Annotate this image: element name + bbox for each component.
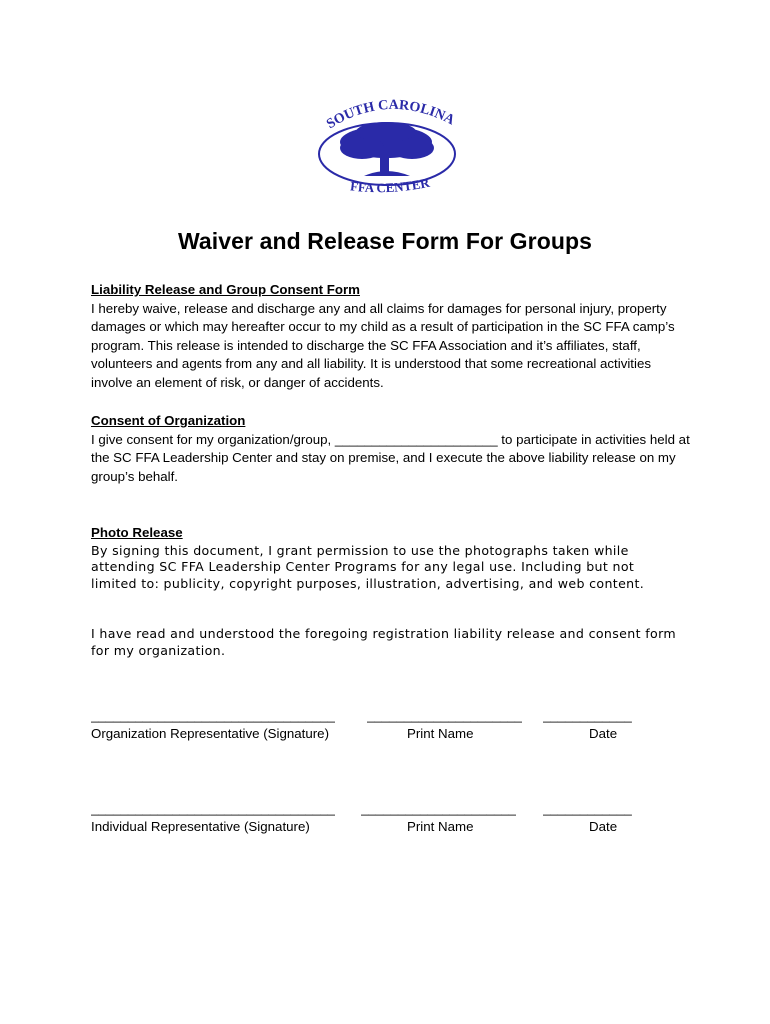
liability-body: I hereby waive, release and discharge any and all claims for damages for personal injury, property damages or which may hereafter occur to my child as a result of participation in the SC FFA camp’s program. This release is intended to discharge the SC FFA Association and it’s affiliates, staff, volunteers and agents from any and all liability. It is understood that some recreational activities involve an element of risk, or danger of accidents. xyxy=(91,300,675,390)
tree-seal-icon xyxy=(340,122,434,176)
organization-signature-line[interactable]: _________________________________ xyxy=(91,708,336,723)
consent-heading: Consent of Organization xyxy=(91,413,246,428)
organization-print-name-line[interactable]: _____________________ xyxy=(367,708,523,723)
sc-ffa-center-logo xyxy=(314,96,464,202)
logo-bottom-text: FFA CENTER xyxy=(349,174,431,196)
page-title: Waiver and Release Form For Groups xyxy=(177,228,593,254)
organization-print-name-label: Print Name xyxy=(407,726,474,741)
liability-heading: Liability Release and Group Consent Form xyxy=(91,282,360,297)
photo-section xyxy=(91,524,691,593)
consent-section xyxy=(91,412,691,486)
individual-date-line[interactable]: ____________ xyxy=(543,801,632,816)
individual-print-name-label: Print Name xyxy=(407,819,474,834)
individual-print-name-line[interactable]: _____________________ xyxy=(361,801,517,816)
photo-body: By signing this document, I grant permission to use the photographs taken while attending SC FFA Leadership Center Programs for any legal use. Including but not limited to: publicity, copyright purposes, illustration, advertising, and web content. xyxy=(91,542,645,592)
svg-text:FFA CENTER xyxy=(349,175,431,196)
individual-date-label: Date xyxy=(589,819,618,834)
logo-top-text: SOUTH CAROLINA xyxy=(324,97,457,133)
organization-signature-label: Organization Representative (Signature) xyxy=(91,726,329,741)
consent-body: I give consent for my organization/group, ______________________ to participate in activities held at the SC FFA Leadership Center and stay on premise, and I execute the above liability release on my group’s behalf. xyxy=(91,431,690,484)
organization-date-line[interactable]: ____________ xyxy=(543,708,632,723)
organization-date-label: Date xyxy=(589,726,618,741)
liability-section xyxy=(91,281,691,393)
acknowledgement-section xyxy=(91,626,691,660)
acknowledgement-text: I have read and understood the foregoing registration liability release and consent form for my organization. xyxy=(91,626,676,658)
individual-signature-label: Individual Representative (Signature) xyxy=(91,819,310,834)
individual-signature-line[interactable]: _________________________________ xyxy=(91,801,336,816)
photo-heading: Photo Release xyxy=(91,525,183,540)
